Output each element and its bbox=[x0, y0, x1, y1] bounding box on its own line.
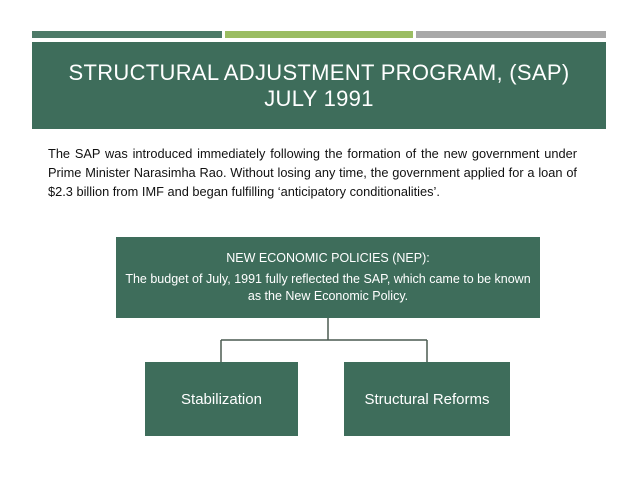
nep-description: The budget of July, 1991 fully reflected the SAP, which came to be known as the New Economic Policy. bbox=[125, 272, 531, 303]
nep-heading: NEW ECONOMIC POLICIES (NEP): bbox=[226, 251, 430, 265]
stabilization-box bbox=[145, 362, 298, 436]
slide-title-line-2: JULY 1991 bbox=[264, 85, 374, 111]
structural-reforms-box bbox=[344, 362, 510, 436]
structural-reforms-label: Structural Reforms bbox=[364, 390, 490, 408]
slide-title-line-1: STRUCTURAL ADJUSTMENT PROGRAM, (SAP) bbox=[68, 59, 570, 85]
intro-paragraph: The SAP was introduced immediately following the formation of the new government under Prime Minister Narasimha Rao. Without losing any time, the government applied for a loan of $2.3 billion from IMF and began fulfilling ‘anticipatory conditionalities’. bbox=[48, 146, 577, 199]
stabilization-label: Stabilization bbox=[181, 390, 262, 408]
